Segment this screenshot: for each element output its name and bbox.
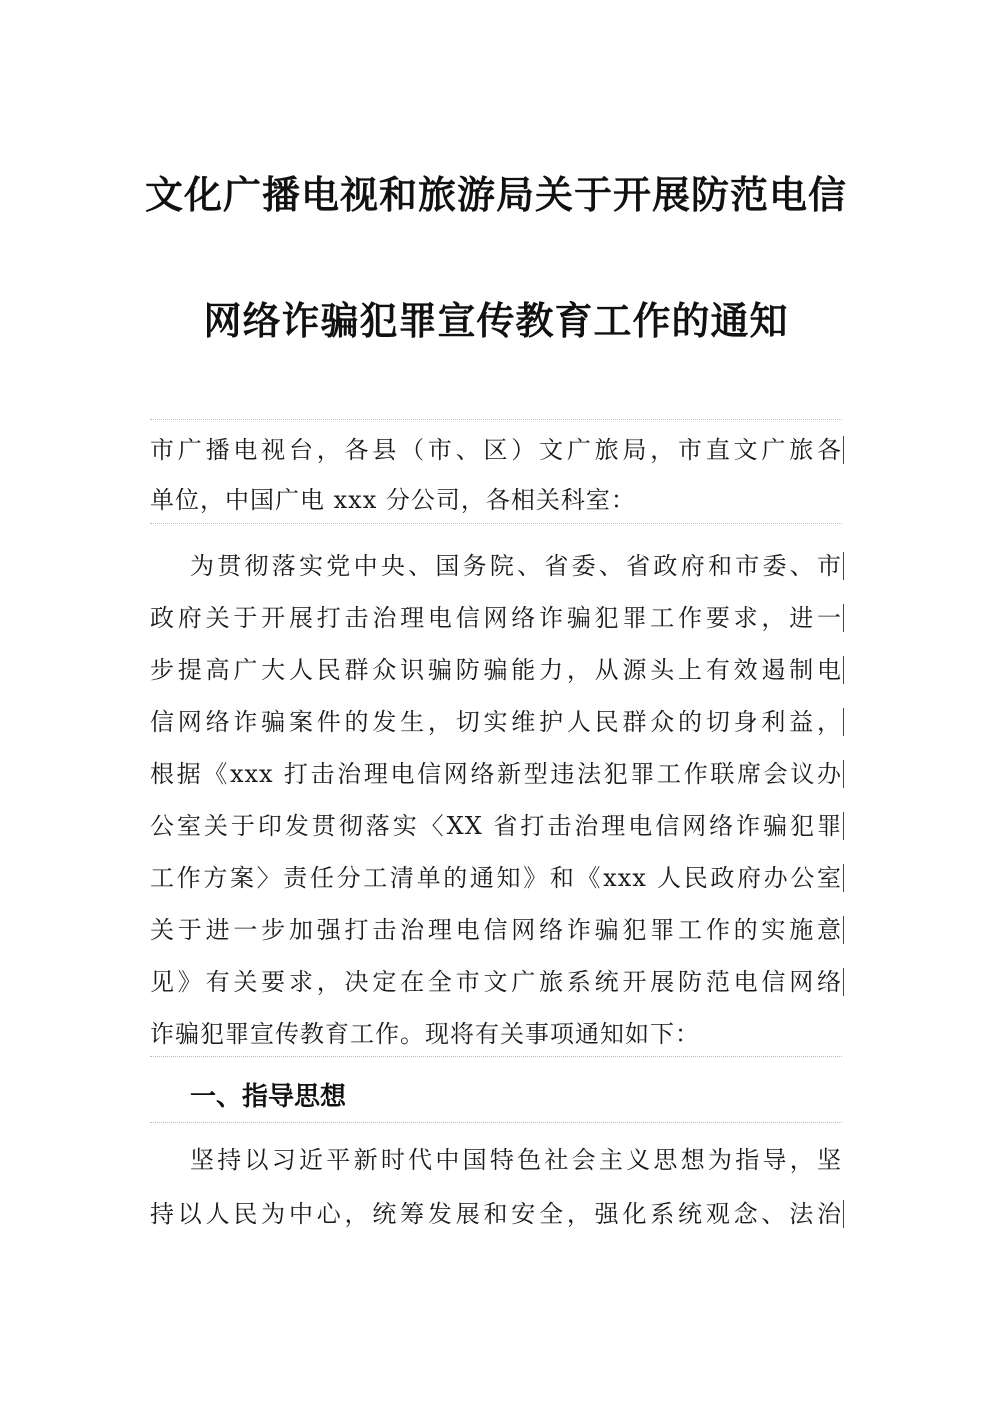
paragraph-line: 持以人民为中心，统筹发展和安全，强化系统观念、法治 — [150, 1200, 842, 1228]
document-title-line-1: 文化广播电视和旅游局关于开展防范电信 — [144, 172, 847, 217]
paragraph-line: 诈骗犯罪宣传教育工作。现将有关事项通知如下： — [150, 1020, 700, 1048]
margin-bar — [843, 812, 844, 840]
separator-rule — [150, 1122, 842, 1123]
paragraph-line: 步提高广大人民群众识骗防骗能力，从源头上有效遏制电 — [150, 656, 842, 684]
margin-bar — [843, 708, 844, 736]
addressee-line: 市广播电视台，各县（市、区）文广旅局，市直文广旅各 — [150, 436, 842, 464]
paragraph-line: 工作方案〉责任分工清单的通知》和《xxx 人民政府办公室 — [150, 864, 842, 892]
paragraph-line: 公室关于印发贯彻落实〈XX 省打击治理电信网络诈骗犯罪 — [150, 812, 842, 840]
paragraph-line: 见》有关要求，决定在全市文广旅系统开展防范电信网络 — [150, 968, 842, 996]
margin-bar — [843, 968, 844, 996]
paragraph-line: 坚持以习近平新时代中国特色社会主义思想为指导，坚 — [190, 1146, 842, 1174]
margin-bar — [843, 552, 844, 580]
margin-bar — [843, 760, 844, 788]
margin-bar — [843, 916, 844, 944]
section-heading: 一、指导思想 — [190, 1082, 347, 1112]
paragraph-line: 为贯彻落实党中央、国务院、省委、省政府和市委、市 — [190, 552, 842, 580]
addressee-line: 单位，中国广电 xxx 分公司，各相关科室： — [150, 486, 636, 514]
margin-bar — [843, 604, 844, 632]
margin-bar — [843, 656, 844, 684]
separator-rule — [150, 523, 842, 524]
paragraph-line: 信网络诈骗案件的发生，切实维护人民群众的切身利益， — [150, 708, 842, 736]
document-title-line-2: 网络诈骗犯罪宣传教育工作的通知 — [203, 298, 789, 343]
separator-rule — [150, 1056, 842, 1057]
margin-bar — [843, 864, 844, 892]
paragraph-line: 关于进一步加强打击治理电信网络诈骗犯罪工作的实施意 — [150, 916, 842, 944]
paragraph-line: 政府关于开展打击治理电信网络诈骗犯罪工作要求，进一 — [150, 604, 842, 632]
margin-bar — [843, 1200, 844, 1228]
separator-rule — [150, 419, 842, 420]
margin-bar — [843, 436, 844, 464]
paragraph-line: 根据《xxx 打击治理电信网络新型违法犯罪工作联席会议办 — [150, 760, 842, 788]
